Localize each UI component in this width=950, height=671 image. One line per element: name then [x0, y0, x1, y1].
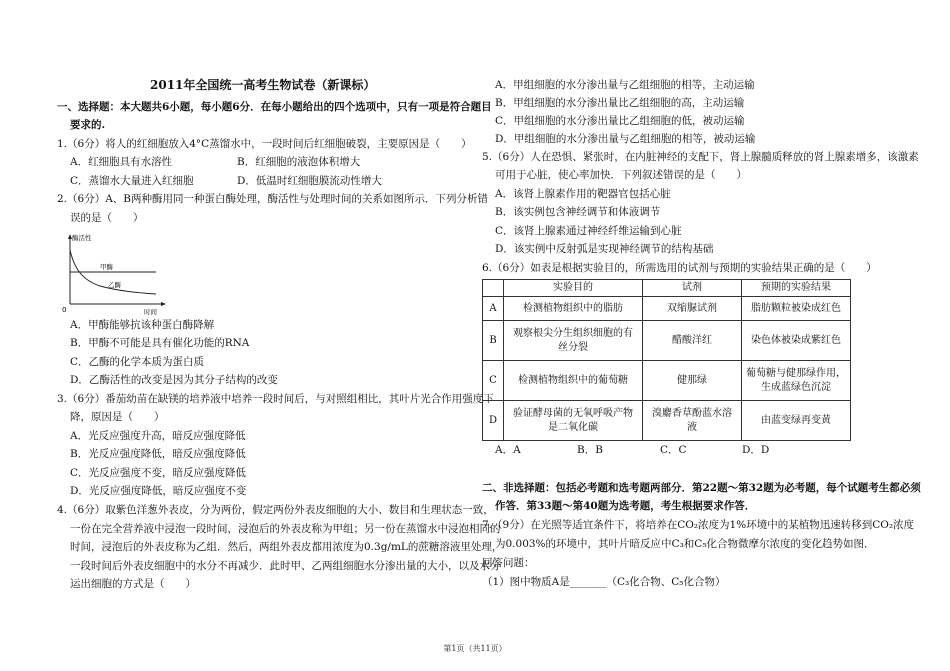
table-cell-reagent: [643, 297, 742, 321]
q2-option-d: D．乙酶活性的改变是因为其分子结构的改变: [70, 374, 278, 386]
table-cell-reagent: [643, 361, 742, 401]
cell-line: 生成蓝绿色沉淀: [761, 381, 831, 393]
table-row: [483, 321, 851, 361]
cell-line: 脂肪颗粒被染成红色: [751, 302, 841, 314]
cell-line: 观察根尖分生组织细胞的有: [513, 327, 633, 339]
q5-option-d: D．该实例中反射弧是实现神经调节的结构基础: [495, 243, 714, 255]
q4-stem-3: 时间，浸泡后的外表皮称为乙组．然后，两组外表皮都用浓度为0.3g/mL的蔗糖溶液里处理，: [70, 541, 503, 553]
cell-line: 醋酸洋红: [672, 334, 712, 346]
q6-option-b: B．B: [577, 444, 603, 456]
table-header-cell: 实验目的: [504, 280, 643, 297]
page-title: 2011年全国统一高考生物试卷（新课标）: [150, 78, 376, 92]
table-cell-reagent: [643, 321, 742, 361]
q4-option-d: D．甲组细胞的水分渗出量与乙组细胞的相等，被动运输: [495, 133, 756, 145]
section1-heading: 一、选择题：本大题共6小题，每小题6分．在每小题给出的四个选项中，只有一项是符合题目: [57, 101, 492, 113]
cell-line: 检测植物组织中的葡萄糖: [518, 374, 628, 386]
q6-option-d: D．D: [742, 444, 770, 456]
table-header-row: [483, 280, 851, 297]
q6-option-a: A．A: [495, 444, 521, 456]
q2-option-a: A．甲酶能够抗该种蛋白酶降解: [70, 319, 215, 331]
q3-option-a: A．光反应强度升高，暗反应强度降低: [70, 430, 246, 442]
q3-option-c: C．光反应强度不变，暗反应强度降低: [70, 467, 247, 479]
cell-line: 丝分裂: [558, 341, 588, 353]
q1-option-c: C．蒸馏水大量进入红细胞: [70, 175, 194, 187]
table-cell-option: B: [483, 321, 504, 361]
table-row: [483, 401, 851, 441]
enzyme-activity-graph: [60, 232, 172, 316]
q5-stem-cont: 可用于心脏，使心率加快．下列叙述错误的是（ ）: [495, 169, 747, 181]
cell-line: 验证酵母菌的无氧呼吸产物: [513, 407, 633, 419]
q4-stem-4: 一段时间后外表皮细胞中的水分不再减少．此时甲、乙两组细胞水分渗出量的大小，以及水分: [70, 560, 501, 572]
q4-option-b: B．甲组细胞的水分渗出量比乙组细胞的高，主动运输: [495, 97, 745, 109]
q4-stem-1: 4.（6分）取紫色洋葱外表皮，分为两份，假定两份外表皮细胞的大小、数目和生理状态一致，: [57, 504, 494, 516]
table-cell-option: C: [483, 361, 504, 401]
table-cell-result: [742, 321, 851, 361]
q7-stem-cont: 为0.003%的环境中，其叶片暗反应中C₃和C₅化合物微摩尔浓度的变化趋势如图．: [495, 538, 875, 550]
table-header-cell: 预期的实验结果: [742, 280, 851, 297]
cell-line: 溴麝香草酚蓝水溶: [652, 407, 732, 419]
q7-stem: 7.（9分）在光照等适宜条件下，将培养在CO₂浓度为1%环境中的某植物迅速转移到CO₂浓度: [482, 519, 915, 531]
table-cell-option: A: [483, 297, 504, 321]
cell-line: 双缩脲试剂: [667, 302, 717, 314]
q1-option-b: B．红细胞的液泡体积增大: [237, 156, 361, 168]
graph-origin: 0: [62, 306, 67, 314]
cell-line: 由蓝变绿再变黄: [761, 414, 831, 426]
q5-option-a: A．该肾上腺素作用的靶器官包括心脏: [495, 188, 671, 200]
graph-x-label: 时间: [144, 308, 157, 316]
cell-line: 液: [687, 421, 697, 433]
table-row: [483, 361, 851, 401]
section2-heading-cont: 作答．第33题～第40题为选考题，考生根据要求作答．: [495, 500, 756, 512]
q7-sub1: （1）图中物质A是_______（C₃化合物、C₅化合物）: [482, 576, 726, 588]
graph-y-label: 酶活性: [72, 234, 92, 242]
graph-x-arrow: [161, 302, 166, 306]
table-cell-goal: [504, 297, 643, 321]
q3-stem: 3.（6分）番茄幼苗在缺镁的培养液中培养一段时间后，与对照组相比，其叶片光合作用强度下: [57, 393, 494, 405]
table-header-cell: 试剂: [643, 280, 742, 297]
cell-line: 检测植物组织中的脂肪: [523, 302, 623, 314]
table-row: [483, 297, 851, 321]
q4-stem-2: 一份在完全营养液中浸泡一段时间，浸泡后的外表皮称为甲组；另一份在蒸馏水中浸泡相同的: [70, 523, 501, 535]
q3-stem-cont: 降，原因是（ ）: [70, 411, 165, 423]
curve-a-label: 甲酶: [100, 263, 113, 271]
page-footer: 第1页（共11页）: [443, 644, 507, 653]
q5-option-b: B．该实例包含神经调节和体液调节: [495, 206, 661, 218]
cell-line: 葡萄糖与健那绿作用，: [746, 367, 846, 379]
q1-option-d: D．低温时红细胞膜流动性增大: [237, 175, 382, 187]
q4-option-c: C．甲组细胞的水分渗出量比乙组细胞的低，被动运输: [495, 115, 745, 127]
table-cell-goal: [504, 361, 643, 401]
q7-answer-prompt: 回答问题：: [482, 557, 535, 569]
cell-line: 是二氧化碳: [548, 421, 598, 433]
q3-option-d: D．光反应强度降低，暗反应强度不变: [70, 485, 247, 497]
q3-option-b: B．光反应强度降低，暗反应强度降低: [70, 448, 246, 460]
q2-stem: 2.（6分）A、B两种酶用同一种蛋白酶处理，酶活性与处理时间的关系如图所示．下列分析错: [57, 193, 488, 205]
table-header-cell: [483, 280, 504, 297]
q6-table: [482, 279, 851, 441]
q1-option-a: A．红细胞具有水溶性: [70, 156, 173, 168]
q1-stem: 1.（6分）将人的红细胞放入4°C蒸馏水中，一段时间后红细胞破裂，主要原因是（ ）: [57, 138, 472, 150]
q2-stem-cont: 误的是（ ）: [70, 212, 144, 224]
table-cell-reagent: [643, 401, 742, 441]
table-cell-result: [742, 297, 851, 321]
table-cell-goal: [504, 401, 643, 441]
q5-option-c: C．该肾上腺素通过神经纤维运输到心脏: [495, 225, 682, 237]
q6-option-c: C．C: [660, 444, 687, 456]
table-cell-option: D: [483, 401, 504, 441]
curve-b-label: 乙酶: [108, 281, 121, 289]
section2-heading: 二、非选择题：包括必考题和选考题两部分．第22题～第32题为必考题，每个试题考生都必须: [482, 482, 921, 494]
table-cell-goal: [504, 321, 643, 361]
table-cell-result: [742, 401, 851, 441]
q2-option-c: C．乙酶的化学本质为蛋白质: [70, 356, 205, 368]
section1-heading-cont: 要求的.: [70, 119, 106, 131]
cell-line: 染色体被染成紫红色: [751, 334, 841, 346]
q2-option-b: B．甲酶不可能是具有催化功能的RNA: [70, 337, 250, 349]
q4-stem-5: 运出细胞的方式是（ ）: [70, 578, 196, 590]
q5-stem: 5.（6分）人在恐惧、紧张时，在内脏神经的支配下，肾上腺髓质释放的肾上腺素增多，该激素: [482, 151, 919, 163]
table-cell-result: [742, 361, 851, 401]
cell-line: 健那绿: [677, 374, 707, 386]
q6-stem: 6.（6分）如表是根据实验目的，所需选用的试剂与预期的实验结果正确的是（ ）: [482, 262, 877, 274]
q4-option-a: A．甲组细胞的水分渗出量与乙组细胞的相等，主动运输: [495, 79, 755, 91]
